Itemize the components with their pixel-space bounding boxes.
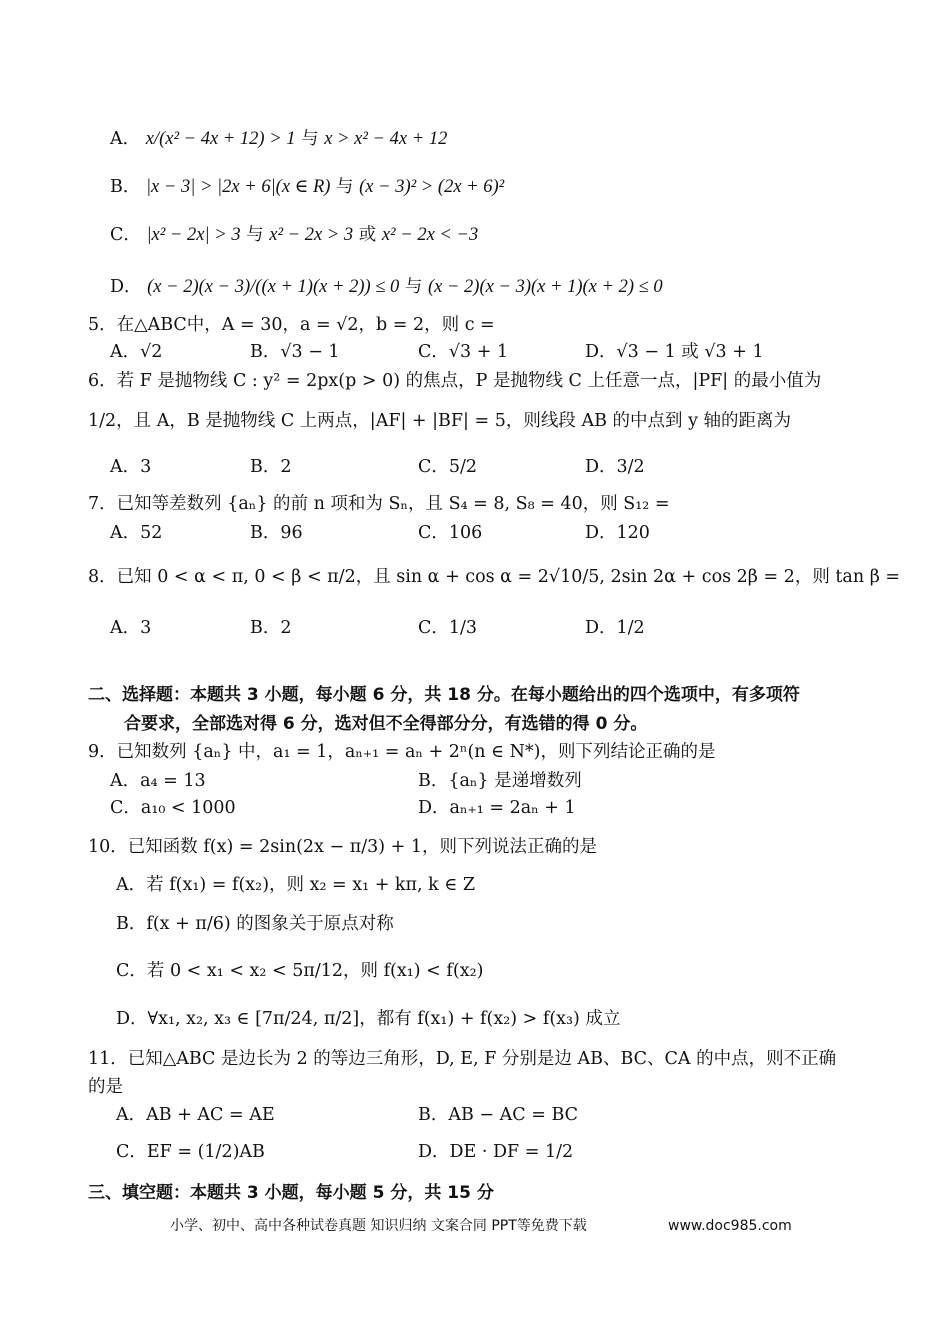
section-3-heading: 三、填空题：本题共 3 小题，每小题 5 分，共 15 分 xyxy=(88,1183,494,1203)
q8-option-a: A．3 xyxy=(110,618,152,638)
q7-option-b: B．96 xyxy=(250,523,303,543)
math-expression: x² − 2x > 3 xyxy=(269,225,354,245)
footer-text: 小学、初中、高中各种试卷真题 知识归纳 文案合同 PPT等免费下载 xyxy=(170,1218,587,1234)
q8-option-c: C．1/3 xyxy=(418,618,478,638)
math-expression: x/(x² − 4x + 12) > 1 xyxy=(145,129,296,149)
footer-url[interactable]: www.doc985.com xyxy=(668,1218,792,1234)
option-label: A． xyxy=(110,129,141,149)
q11-option-b: B．AB − AC = BC xyxy=(418,1105,579,1125)
q8-option-d: D．1/2 xyxy=(585,618,645,638)
q4-option-b xyxy=(110,176,504,198)
connector-text: 与 xyxy=(336,177,354,197)
option-label: C． xyxy=(110,225,141,245)
q10-option-c: C．若 0 < x₁ < x₂ < 5π/12，则 f(x₁) < f(x₂) xyxy=(116,961,484,981)
q7-option-c: C．106 xyxy=(418,523,483,543)
math-expression: x > x² − 4x + 12 xyxy=(324,129,448,149)
q6-stem-line2: 1/2，且 A，B 是抛物线 C 上两点，|AF| + |BF| = 5，则线段 AB 的中点到 y 轴的距离为 xyxy=(88,411,792,431)
q6-option-b: B．2 xyxy=(250,457,292,477)
q7-option-d: D．120 xyxy=(585,523,650,543)
q10-stem: 10．已知函数 f(x) = 2sin(2x − π/3) + 1，则下列说法正确的是 xyxy=(88,837,598,857)
section-2-heading-line1: 二、选择题：本题共 3 小题，每小题 6 分，共 18 分。在每小题给出的四个选项中，有多项符 xyxy=(88,685,800,705)
option-label: B． xyxy=(110,177,141,197)
q11-option-d: D．DE · DF = 1/2 xyxy=(418,1142,574,1162)
q5-option-b: B．√3 − 1 xyxy=(250,342,340,362)
q6-option-a: A．3 xyxy=(110,457,152,477)
q9-option-b: B．{aₙ} 是递增数列 xyxy=(418,771,582,791)
math-expression: x² − 2x < −3 xyxy=(381,225,479,245)
q9-stem: 9．已知数列 {aₙ} 中，a₁ = 1，aₙ₊₁ = aₙ + 2ⁿ(n ∈ N*)，则下列结论正确的是 xyxy=(88,742,716,762)
q11-stem-line1: 11．已知△ABC 是边长为 2 的等边三角形，D, E, F 分别是边 AB、BC、CA 的中点，则不正确 xyxy=(88,1049,837,1069)
q9-option-d: D．aₙ₊₁ = 2aₙ + 1 xyxy=(418,798,576,818)
option-label: D． xyxy=(110,277,142,297)
q9-option-c: C．a₁₀ < 1000 xyxy=(110,798,236,818)
q11-stem-line2: 的是 xyxy=(88,1077,123,1097)
math-expression: |x² − 2x| > 3 xyxy=(146,225,241,245)
q4-option-d xyxy=(110,276,663,298)
q4-option-c xyxy=(110,224,478,246)
math-expression: (x − 2)(x − 3)(x + 1)(x + 2) ≤ 0 xyxy=(427,277,663,297)
q7-stem: 7．已知等差数列 {aₙ} 的前 n 项和为 Sₙ，且 S₄ = 8, S₈ = 40，则 S₁₂ = xyxy=(88,494,670,514)
q9-option-a: A．a₄ = 13 xyxy=(110,771,206,791)
q10-option-b: B．f(x + π/6) 的图象关于原点对称 xyxy=(116,914,394,934)
math-expression: (x − 2)(x − 3)/((x + 1)(x + 2)) ≤ 0 xyxy=(147,277,400,297)
q6-option-d: D．3/2 xyxy=(585,457,645,477)
section-2-heading-line2: 合要求，全部选对得 6 分，选对但不全得部分分，有选错的得 0 分。 xyxy=(124,714,648,734)
q5-option-d: D．√3 − 1 或 √3 + 1 xyxy=(585,342,764,362)
connector-text: 与 xyxy=(404,277,423,297)
q5-option-a: A．√2 xyxy=(110,342,163,362)
math-expression: |x − 3| > |2x + 6|(x ∈ R) xyxy=(145,177,331,197)
q10-option-d: D．∀x₁, x₂, x₃ ∈ [7π/24, π/2]，都有 f(x₁) + f(x₂) > f(x₃) 成立 xyxy=(116,1009,621,1029)
q5-option-c: C．√3 + 1 xyxy=(418,342,509,362)
connector-text: 与 xyxy=(301,129,319,149)
q8-stem: 8．已知 0 < α < π, 0 < β < π/2，且 sin α + cos α = 2√10/5, 2sin 2α + cos 2β = 2，则 tan β = xyxy=(88,567,901,587)
q5-stem: 5．在△ABC中，A = 30，a = √2，b = 2，则 c = xyxy=(88,315,495,335)
q10-option-a: A．若 f(x₁) = f(x₂)，则 x₂ = x₁ + kπ, k ∈ Z xyxy=(116,875,476,895)
q11-option-a: A．AB + AC = AE xyxy=(116,1105,275,1125)
q6-option-c: C．5/2 xyxy=(418,457,478,477)
q8-option-b: B．2 xyxy=(250,618,292,638)
q6-stem-line1: 6．若 F 是抛物线 C : y² = 2px(p > 0) 的焦点，P 是抛物线 C 上任意一点，|PF| 的最小值为 xyxy=(88,371,822,391)
q11-option-c: C．EF = (1/2)AB xyxy=(116,1142,265,1162)
q7-option-a: A．52 xyxy=(110,523,163,543)
connector-text: 与 xyxy=(246,225,264,245)
connector-text: 或 xyxy=(358,225,377,245)
math-expression: (x − 3)² > (2x + 6)² xyxy=(359,177,505,197)
q4-option-a xyxy=(110,128,447,150)
